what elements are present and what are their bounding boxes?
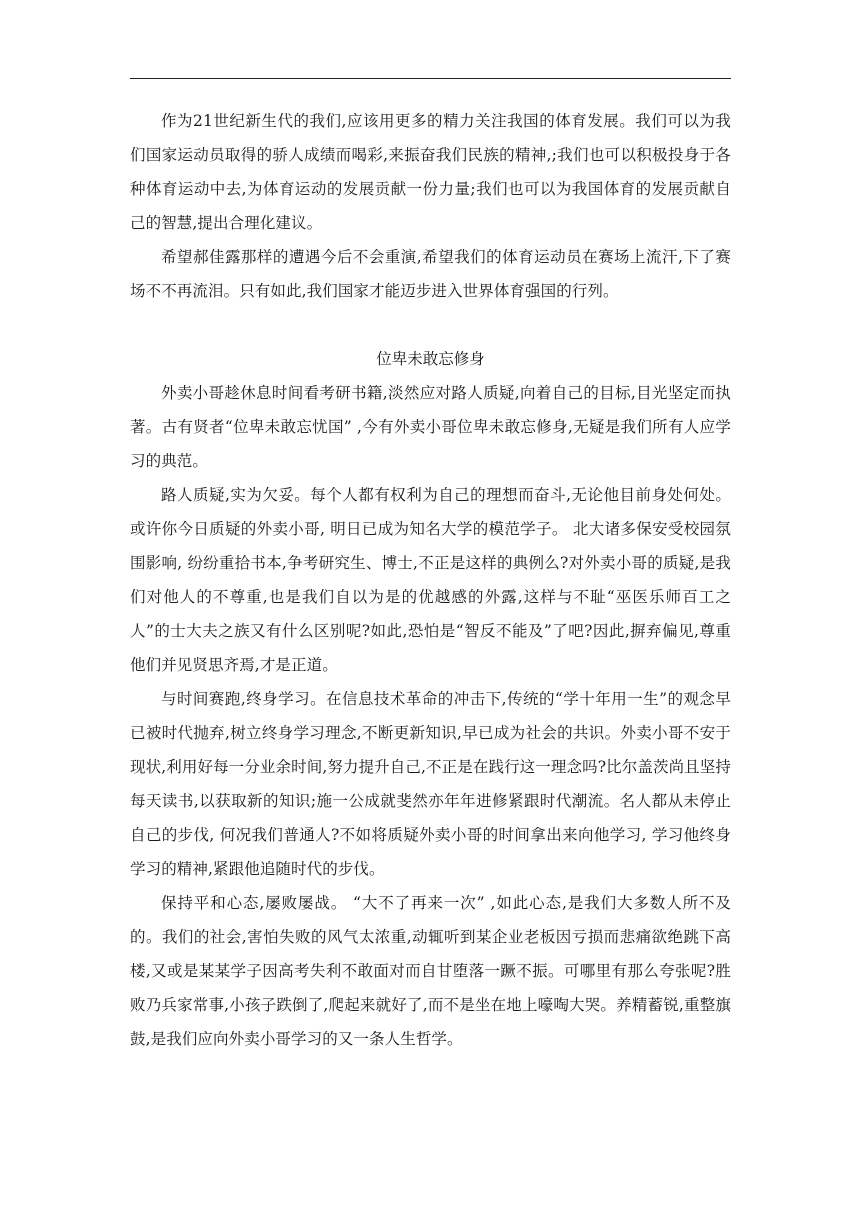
paragraph: 作为21世纪新生代的我们,应该用更多的精力关注我国的体育发展。我们可以为我们国家运动员取得的骄人成绩而喝彩,来振奋我们民族的精神,;我们也可以积极投身于各种体育运动中去,为体育运动的发展贡献一份力量;我们也可以为我国体育的发展贡献自己的智慧,提出合理化建议。 [130,112,731,232]
paragraph: 外卖小哥趁休息时间看考研书籍,淡然应对路人质疑,向着自己的目标,目光坚定而执著。古有贤者“位卑未敢忘忧国” ,今有外卖小哥位卑未敢忘修身,无疑是我们所有人应学习的典范。 [130,384,731,470]
paragraph: 与时间赛跑,终身学习。在信息技术革命的冲击下,传统的“学十年用一生”的观念早已被时代抛弃,树立终身学习理念,不断更新知识,早已成为社会的共识。外卖小哥不安于现状,利用好每一分业余时间,努力提升自己,不正是在践行这一理念吗?比尔盖茨尚且坚持每天读书,以获取新的知识;施一公成就斐然亦年年进修紧跟时代潮流。名人都从未停止自己的步伐, 何况我们普通人?不如将质疑外卖小哥的时间拿出来向他学习, 学习他终身学习的精神,紧跟他追随时代的步伐。 [130,690,731,878]
paragraph: 希望郝佳露那样的遭遇今后不会重演,希望我们的体育运动员在赛场上流汗,下了赛场不不再流泪。只有如此,我们国家才能迈步进入世界体育强国的行列。 [130,248,731,300]
document-body [130,104,731,1056]
essay-title: 位卑未敢忘修身 [376,350,485,368]
section-spacer [130,308,731,342]
paragraph: 保持平和心态,屡败屡战。 “大不了再来一次” ,如此心态,是我们大多数人所不及的。我们的社会,害怕失败的风气太浓重,动辄听到某企业老板因亏损而悲痛欲绝跳下高楼,又或是某某学子因高考失利不敢面对而自甘堕落一蹶不振。可哪里有那么夸张呢?胜败乃兵家常事,小孩子跌倒了,爬起来就好了,而不是坐在地上嚎啕大哭。养精蓄锐,重整旗鼓,是我们应向外卖小哥学习的又一条人生哲学。 [130,894,731,1048]
paragraph: 路人质疑,实为欠妥。每个人都有权利为自己的理想而奋斗,无论他目前身处何处。或许你今日质疑的外卖小哥, 明日已成为知名大学的模范学子。 北大诸多保安受校园氛围影响, 纷纷重拾书本,争考研究生、博士,不正是这样的典例么?对外卖小哥的质疑,是我们对他人的不尊重,也是我们自以为是的优越感的外露,这样与不耻“巫医乐师百工之人”的士大夫之族又有什么区别呢?如此,恐怕是“智反不能及”了吧?因此,摒弃偏见,尊重他们并见贤思齐焉,才是正道。 [130,486,731,674]
header-rule [130,78,731,79]
